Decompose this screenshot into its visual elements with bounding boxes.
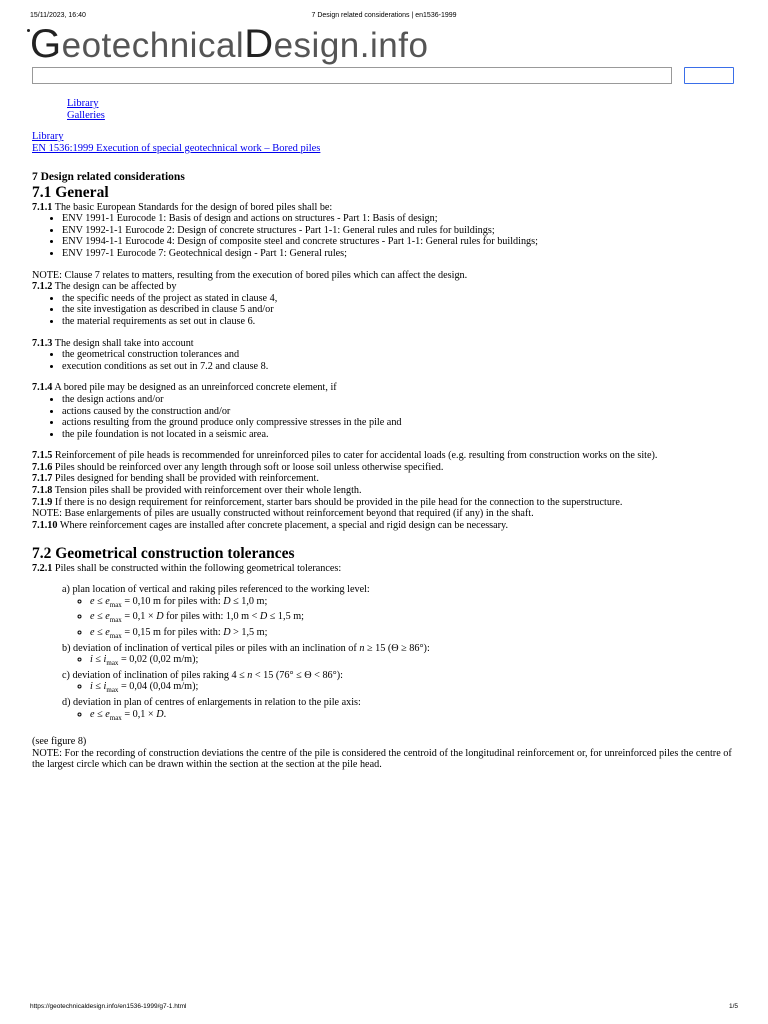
clause-7-1-5: 7.1.5 Reinforcement of pile heads is recommended for unreinforced piles to cater for accidental loads (e.g. resulting from construction works on the site). bbox=[32, 450, 658, 462]
nav-library-link[interactable]: Library bbox=[67, 98, 99, 109]
list-item: • the pile foundation is not located in a seismic area. bbox=[62, 429, 732, 441]
design-account-list bbox=[32, 349, 732, 372]
list-item: • ENV 1997-1 Eurocode 7: Geotechnical design - Part 1: General rules; bbox=[62, 248, 732, 260]
nav-galleries-link[interactable]: Galleries bbox=[67, 109, 105, 121]
breadcrumb-library-link[interactable]: Library bbox=[32, 131, 64, 142]
list-item: • the material requirements as set out in clause 6. bbox=[62, 316, 732, 328]
search-input[interactable] bbox=[32, 67, 672, 84]
unreinforced-conditions-list bbox=[32, 394, 732, 440]
note-base-enlargements: NOTE: Base enlargements of piles are usually constructed without reinforcement beyond that required (if any) in the shaft. bbox=[32, 508, 534, 520]
clause-7-2-1: 7.2.1 Piles shall be constructed within the following geometrical tolerances: bbox=[32, 563, 342, 575]
list-item: • ENV 1994-1-1 Eurocode 4: Design of composite steel and concrete structures - Part 1-1: General rules for buildings; bbox=[62, 236, 732, 248]
list-item: ◦ $i \le i_{max} = 0,02$ (0,02 m/m); bbox=[90, 654, 732, 670]
list-item: b) deviation of inclination of vertical piles or piles with an inclination of n ≥ 15 (Θ ≥ 86°): ◦ $i \le i_{max} = 0,02$ (0,02 m/m); bbox=[62, 643, 732, 670]
list-item: • ENV 1991-1 Eurocode 1: Basis of design and actions on structures - Part 1: Basis of design; bbox=[62, 213, 732, 225]
list-item: ◦ $e \le e_{max} = 0,15$ m for piles with: D > 1,5 m; bbox=[90, 627, 732, 643]
clause-7-1-2: 7.1.2 The design can be affected by bbox=[32, 281, 177, 293]
top-nav bbox=[67, 98, 105, 121]
breadcrumb bbox=[32, 131, 320, 154]
print-footer bbox=[0, 1003, 768, 1015]
list-item: • ENV 1992-1-1 Eurocode 2: Design of concrete structures - Part 1-1: General rules and rules for buildings; bbox=[62, 225, 732, 237]
print-datetime: 15/11/2023, 16:40 bbox=[30, 12, 86, 19]
design-affected-list bbox=[32, 293, 732, 328]
list-item: • actions caused by the construction and/or bbox=[62, 406, 732, 418]
tolerances-list bbox=[32, 584, 732, 724]
search-button[interactable] bbox=[684, 67, 734, 84]
breadcrumb-standard-link[interactable]: EN 1536:1999 Execution of special geotechnical work – Bored piles bbox=[32, 142, 321, 154]
list-item: d) deviation in plan of centres of enlargements in relation to the pile axis: ◦ $e \le e_{max} = 0,1 \times D$. bbox=[62, 697, 732, 724]
list-item: a) plan location of vertical and raking piles referenced to the working level: ◦ $e \le e_{max} = 0,10$ m for piles with: D ≤ 1,0 m; ◦ $e \le e_{max} = 0,1 \times D$ for piles with: 1,0 m < D ≤ 1,5 m; ◦ $e \le e_{max} = 0,15$ m for piles with: D > 1,5 m; bbox=[62, 584, 732, 642]
list-item: • actions resulting from the ground produce only compressive stresses in the pile and bbox=[62, 417, 732, 429]
list-item: ◦ $e \le e_{max} = 0,1 \times D$ for piles with: 1,0 m < D ≤ 1,5 m; bbox=[90, 611, 732, 627]
list-item: c) deviation of inclination of piles raking 4 ≤ n < 15 (76° ≤ Θ < 86°): ◦ $i \le i_{max} = 0,04$ (0,04 m/m); bbox=[62, 670, 732, 697]
main-content bbox=[32, 172, 732, 771]
print-page-title: 7 Design related considerations | en1536-1999 bbox=[311, 12, 457, 19]
print-url: https://geotechnicaldesign.info/en1536-1999/g7-1.html bbox=[30, 1003, 187, 1010]
section-title: 7 Design related considerations bbox=[32, 171, 185, 183]
list-item: • the specific needs of the project as stated in clause 4, bbox=[62, 293, 732, 305]
note-clause-7: NOTE: Clause 7 relates to matters, resulting from the execution of bored piles which can affect the design. bbox=[32, 269, 468, 281]
heading-7-1: 7.1 General bbox=[32, 183, 109, 201]
list-item: ◦ $i \le i_{max} = 0,04$ (0,04 m/m); bbox=[90, 681, 732, 697]
list-item: • execution conditions as set out in 7.2 and clause 8. bbox=[62, 361, 732, 373]
see-figure-8: (see figure 8) bbox=[32, 736, 87, 748]
note-construction-deviations: NOTE: For the recording of construction deviations the centre of the pile is considered the centroid of the longitudinal reinforcement or, for unreinforced piles the centre of the largest circle which can be drawn within the section at the section at the pile head. bbox=[32, 747, 732, 771]
list-item: • the geometrical construction tolerances and bbox=[62, 349, 732, 361]
print-header bbox=[0, 10, 768, 22]
print-page-number: 1/5 bbox=[728, 1003, 738, 1010]
standards-list bbox=[32, 213, 732, 259]
clause-7-1-3: 7.1.3 The design shall take into account bbox=[32, 337, 194, 349]
list-item: • the design actions and/or bbox=[62, 394, 732, 406]
clause-7-1-4: 7.1.4 A bored pile may be designed as an unreinforced concrete element, if bbox=[32, 382, 337, 394]
list-item: ◦ $e \le e_{max} = 0,10$ m for piles with: D ≤ 1,0 m; bbox=[90, 596, 732, 612]
heading-7-2: 7.2 Geometrical construction tolerances bbox=[32, 545, 295, 563]
clause-7-1-7: 7.1.7 Piles designed for bending shall be provided with reinforcement. bbox=[32, 473, 319, 485]
clause-7-1-9: 7.1.9 If there is no design requirement for reinforcement, starter bars should be provided in the pile head for the connection to the superstructure. bbox=[32, 496, 623, 508]
site-logo[interactable]: GeotechnicalDesign.info bbox=[30, 22, 429, 66]
clause-7-1-8: 7.1.8 Tension piles shall be provided with reinforcement over their whole length. bbox=[32, 485, 362, 497]
clause-7-1-10: 7.1.10 Where reinforcement cages are installed after concrete placement, a special and rigid design can be necessary. bbox=[32, 519, 509, 531]
list-item: ◦ $e \le e_{max} = 0,1 \times D$. bbox=[90, 709, 732, 725]
clause-7-1-6: 7.1.6 Piles should be reinforced over any length through soft or loose soil unless otherwise specified. bbox=[32, 461, 444, 473]
list-item: • the site investigation as described in clause 5 and/or bbox=[62, 304, 732, 316]
clause-7-1-1: 7.1.1 The basic European Standards for the design of bored piles shall be: bbox=[32, 201, 333, 213]
